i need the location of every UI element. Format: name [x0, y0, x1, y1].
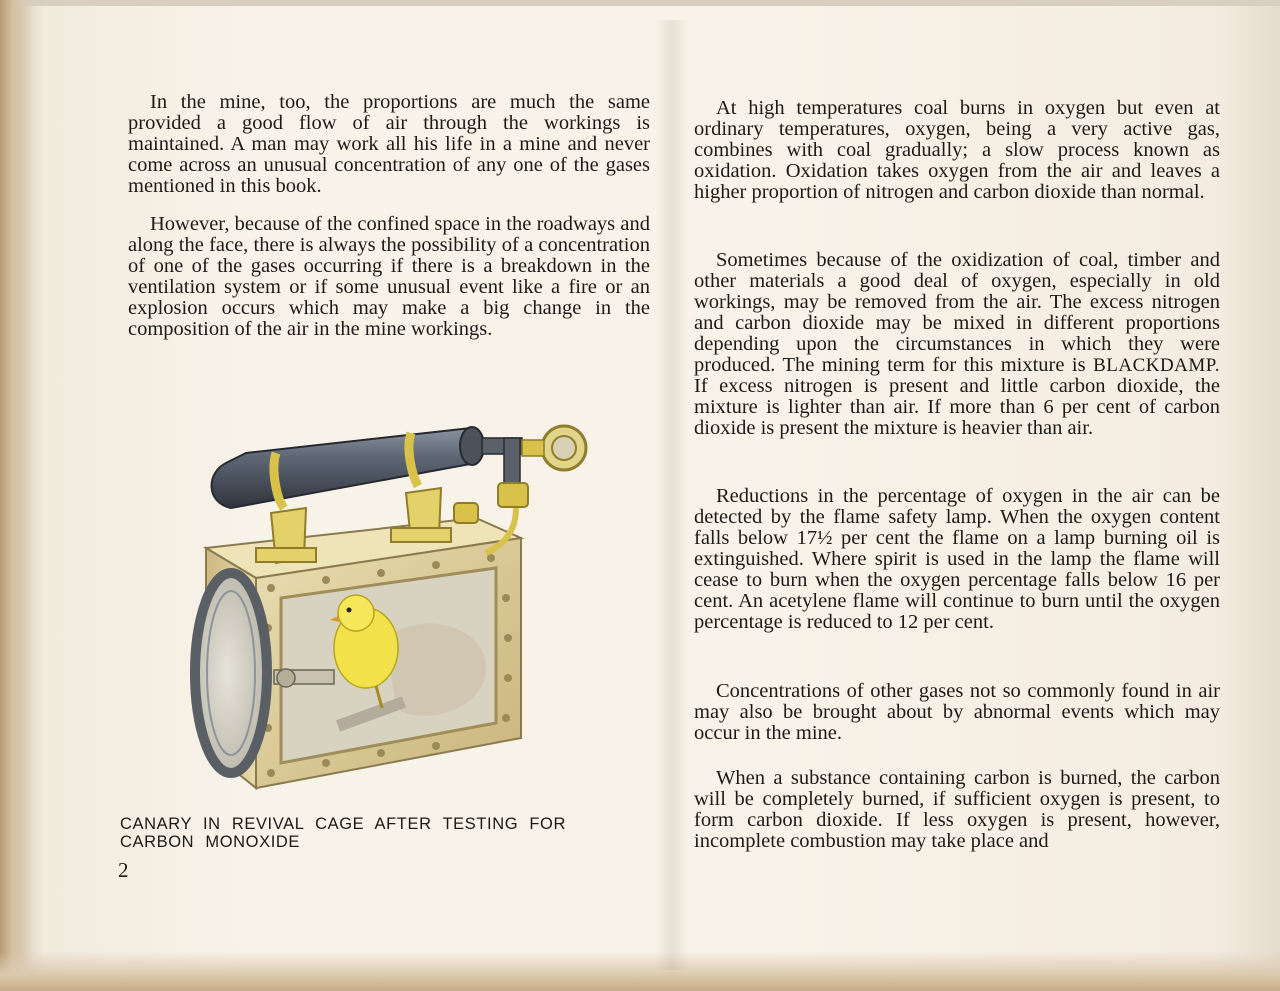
right-paragraph-2	[694, 250, 1220, 439]
blackdamp-term: BLACKDAMP.	[1093, 355, 1221, 376]
book-left-edge	[0, 0, 32, 991]
right-paragraph-2-lead: Sometimes because of the oxidization of coal, timber and other materials a good deal of oxygen, especially in old workings, may be removed from the air. The excess nitrogen and carbon dioxide may be mixed in different proportions depending upon the circumstances in which they were produced. The mining term for this mixture is	[694, 249, 1220, 376]
left-paragraph-2: However, because of the confined space in the roadways and along the face, there is always the possibility of a concentration of one of the gases occurring if there is a breakdown in the ventilation system or if some unusual event like a fire or an explosion occurs which may make a big change in the composition of the air in the mine workings.	[128, 213, 650, 340]
book-bottom-edge	[0, 951, 1280, 991]
canary-revival-cage-illustration	[186, 408, 606, 800]
right-paragraph-1: At high temperatures coal burns in oxygen but even at ordinary temperatures, oxygen, being a very active gas, combines with coal gradually; a slow process known as oxidation. Oxidation takes oxygen from the air and leaves a higher proportion of nitrogen and carbon dioxide than normal.	[694, 97, 1220, 203]
book-spine-shadow	[655, 20, 689, 970]
right-paragraph-3: Reductions in the percentage of oxygen in the air can be detected by the flame safety lamp. When the oxygen content falls below 17½ per cent the flame on a lamp burning oil is extinguished. Where spirit is used in the lamp the flame will cease to burn when the oxygen percentage falls below 16 per cent. An acetylene flame will continue to burn until the oxygen percentage is reduced to 12 per cent.	[694, 485, 1220, 633]
illustration-caption: CANARY IN REVIVAL CAGE AFTER TESTING FOR CARBON MONOXIDE	[120, 815, 567, 851]
right-paragraph-5: When a substance containing carbon is burned, the carbon will be completely burned, if sufficient oxygen is present, to form carbon dioxide. If less oxygen is present, however, incomplete combustion may take place and	[694, 767, 1220, 852]
page-number: 2	[118, 858, 129, 882]
right-paragraph-4: Concentrations of other gases not so commonly found in air may also be brought about by abnormal events which may occur in the mine.	[694, 680, 1220, 744]
right-paragraph-2-tail: If excess nitrogen is present and little carbon dioxide, the mixture is lighter than air. If more than 6 per cent of carbon dioxide is present the mixture is heavier than air.	[694, 375, 1220, 439]
left-paragraph-1: In the mine, too, the proportions are much the same provided a good flow of air through the workings is maintained. A man may work all his life in a mine and never come across an unusual concentration of any one of the gases mentioned in this book.	[128, 91, 650, 197]
